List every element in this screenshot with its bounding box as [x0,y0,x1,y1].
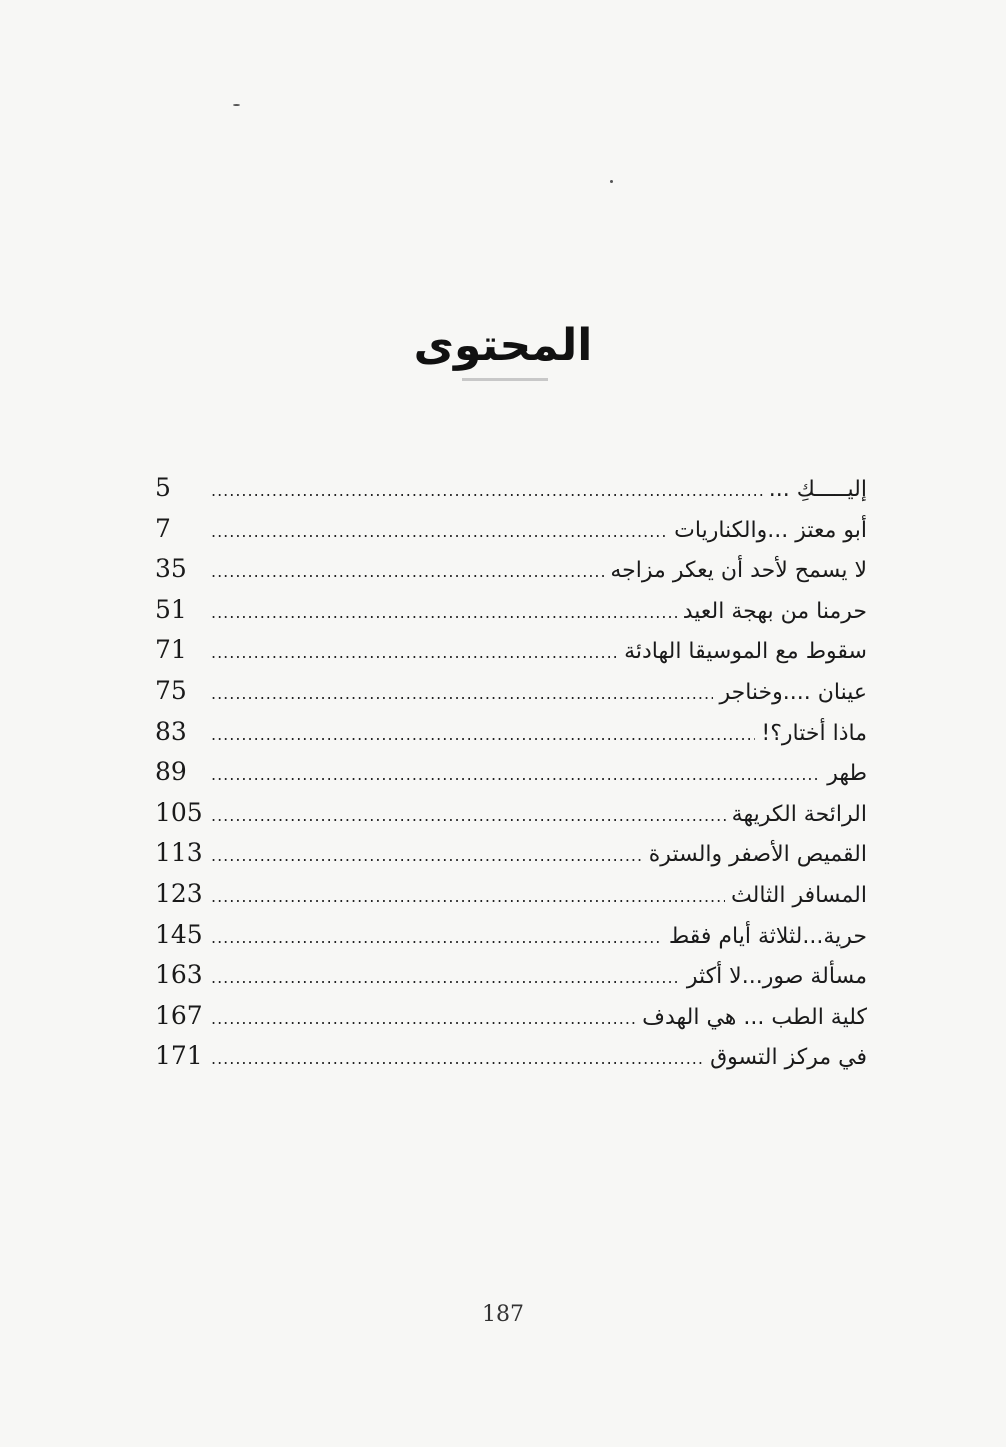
toc-leader-dots [211,512,668,553]
table-of-contents [155,468,867,1077]
toc-entry-page: 75 [155,675,187,705]
toc-entry-title: حرية...لثلاثة أيام فقط [668,923,867,949]
toc-entry-page: 51 [155,594,187,624]
toc-entry [155,549,867,590]
toc-entry-page: 171 [155,1041,203,1071]
toc-entry [155,509,867,550]
toc-leader-dots [211,796,726,837]
toc-leader-dots [211,593,677,634]
toc-entry-page: 113 [155,838,203,868]
toc-leader-dots [211,877,725,918]
toc-entry [155,590,867,631]
page-title: المحتوى [413,320,593,371]
toc-entry-title: القميص الأصفر والسترة [648,842,867,868]
toc-entry-title: عينان ....وخناجر [719,679,867,705]
toc-leader-dots [211,1039,704,1080]
toc-entry-title: المسافر الثالث [731,882,867,908]
toc-entry-page: 71 [155,635,187,665]
toc-entry-page: 163 [155,960,203,990]
toc-leader-dots [211,674,713,715]
toc-leader-dots [211,999,636,1040]
toc-entry [155,833,867,874]
toc-entry-title: مسألة صور...لا أكثر [686,964,867,990]
toc-entry [155,793,867,834]
toc-entry-page: 7 [155,513,171,543]
toc-entry [155,1036,867,1077]
toc-entry-title: في مركز التسوق [710,1045,867,1071]
toc-entry-page: 35 [155,554,187,584]
toc-entry-title: لا يسمح لأحد أن يعكر مزاجه [610,558,867,584]
title-underline [462,378,548,381]
toc-entry-page: 5 [155,473,171,502]
toc-entry-title: الرائحة الكريهة [731,801,867,827]
toc-leader-dots [211,471,763,512]
toc-leader-dots [211,918,663,959]
toc-entry [155,874,867,915]
toc-entry [155,996,867,1037]
toc-leader-dots [211,958,681,999]
toc-entry-title: ماذا أختار؟! [761,720,867,746]
toc-entry [155,630,867,671]
toc-entry-title: حرمنا من بهجة العيد [682,598,867,624]
toc-entry [155,955,867,996]
toc-entry-page: 145 [155,919,203,949]
toc-entry-page: 123 [155,878,203,908]
toc-entry [155,712,867,753]
toc-entry-page: 105 [155,797,203,827]
toc-leader-dots [211,715,755,756]
toc-leader-dots [211,755,821,796]
scan-speck [233,104,240,106]
toc-entry [155,752,867,793]
toc-entry [155,915,867,956]
toc-leader-dots [211,633,618,674]
page-number: 187 [482,1302,524,1327]
toc-entry-page: 83 [155,716,187,746]
toc-entry-title: سقوط مع الموسيقا الهادئة [624,639,867,665]
toc-entry-title: أبو معتز ...والكناريات [674,517,867,543]
toc-entry-page: 89 [155,757,187,787]
scan-speck [610,180,613,183]
toc-entry [155,468,867,509]
toc-leader-dots [211,552,604,593]
toc-entry-page: 167 [155,1000,203,1030]
toc-entry-title: إليـــــكِ ... [768,477,867,502]
toc-entry-title: كلية الطب ... هي الهدف [642,1004,867,1030]
toc-leader-dots [211,836,643,877]
toc-entry-title: طهر [827,761,867,787]
toc-entry [155,671,867,712]
